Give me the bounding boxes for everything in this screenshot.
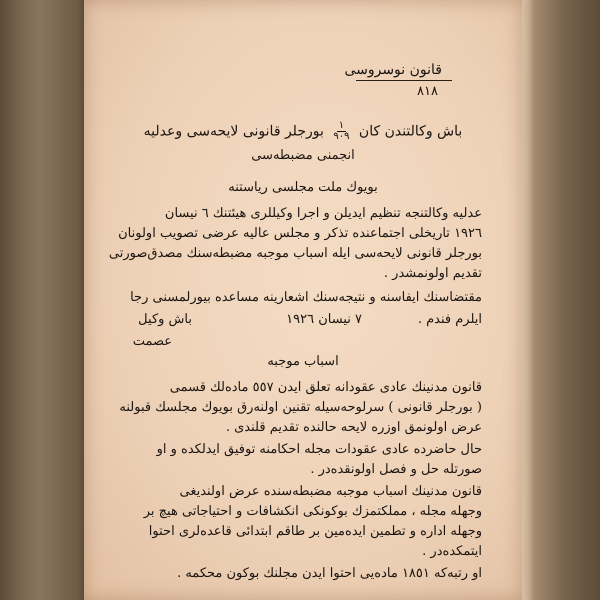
reasons-line: او رتبه‌كه ١٨٥١ ماده‌يى احتوا ايدن مجلنك بوكون محكمه . xyxy=(177,566,482,581)
reasons-line: صورتله حل و فصل اولونقده‌در . xyxy=(310,462,482,477)
reasons-line: وجهله اداره و تطمين ايده‌مين بر طاقم ابتدائى قاعده‌لرى احتوا xyxy=(148,524,482,539)
title-fraction xyxy=(331,121,351,142)
signatory-title: باش وكيل xyxy=(138,312,192,327)
adjacent-page-edge xyxy=(522,0,600,600)
reasons-line: عرض اولونمق اوزره لايحه حالنده تقديم قلندى . xyxy=(225,420,482,435)
reasons-line: حال حاضرده عادى عقودات مجله احكامنه توفيق ايدلكده و او xyxy=(156,442,482,457)
signatory-name: عصمت xyxy=(132,334,172,349)
paragraph1-line: عدليه وكالتنجه تنظيم ايديلن و اجرا وكيللرى هيئتنك ٦ نيسان xyxy=(164,206,482,221)
document-subtitle: انجمنى مضبطه‌سى xyxy=(251,148,355,163)
header-title: قانون نوسروسی xyxy=(344,62,442,78)
section-heading: بويوك ملت مجلسى رياستنه xyxy=(228,180,378,195)
reasons-line: وجهله مجله ، مملكتمزك بوكونكى انكشافات و احتياجاتى هيچ بر xyxy=(143,504,482,519)
fraction-numerator: ١ xyxy=(338,120,345,131)
reasons-line: قانون مدنينك اسباب موجبه مضبطه‌سنده عرض اولنديغى xyxy=(179,484,482,499)
header-underline xyxy=(356,80,452,81)
page-number: ٨١٨ xyxy=(417,84,438,99)
title-part-1: باش وكالتندن كان xyxy=(358,123,463,140)
paragraph1-line: بورجلر قانونى لايحه‌سى ايله اسباب موجبه مضبطه‌سنك مصدق‌صورتى xyxy=(108,246,482,261)
fraction-denominator: ٩٠٩ xyxy=(333,131,350,142)
document-page xyxy=(84,0,522,600)
paragraph1-line: ١٩٢٦ تاريخلى اجتماعنده تذكر و مجلس عاليه عرضى تصويب اولونان xyxy=(118,226,482,241)
reasons-line: ( بورجلر قانونى ) سرلوحه‌سيله تقنين اولنه‌رق بويوك مجلسك قبولنه xyxy=(119,400,482,415)
document-title xyxy=(84,121,522,142)
reasons-line: ايتمكده‌در . xyxy=(422,544,482,559)
title-part-2: بورجلر قانونى لايحه‌سى وعدليه xyxy=(143,123,324,140)
paragraph2-line: مقتضاسنك ايفاسنه و نتيجه‌سنك اشعارينه مساعده بيورلمسنى رجا xyxy=(130,290,482,305)
closing-date: ٧ نيسان ١٩٢٦ xyxy=(286,312,362,327)
paragraph1-line: تقديم اولونمشدر . xyxy=(383,266,482,281)
closing-text: ايلرم فندم . xyxy=(417,312,482,327)
reasons-line: قانون مدنينك عادى عقودانه تعلق ايدن ٥٥٧ ماده‌لك قسمى xyxy=(169,380,482,395)
reasons-heading: اسباب موجبه xyxy=(267,354,339,369)
